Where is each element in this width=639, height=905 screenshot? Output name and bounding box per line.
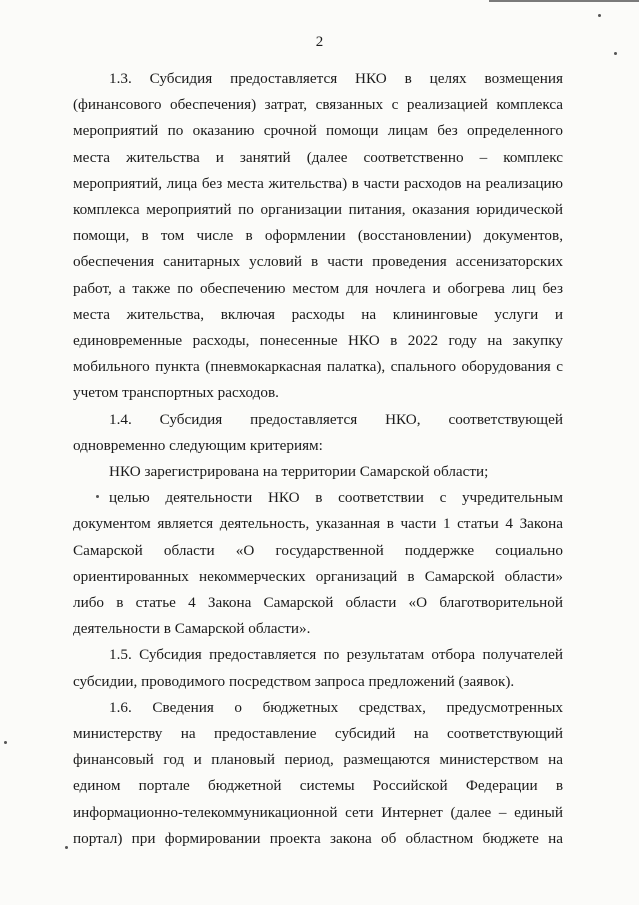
text-line: 1.5. Субсидия предоставляется по результатам отбора получателей	[109, 646, 563, 664]
scan-speck	[65, 846, 68, 849]
page-number: 2	[315, 34, 324, 50]
text-line: портал) при формировании проекта закона об областном бюджете на	[73, 829, 563, 847]
scan-speck	[4, 741, 7, 744]
text-line: работ, а также по обеспечению местом для ночлега и обогрева лиц без	[73, 279, 563, 297]
text-line: одновременно следующим критериям:	[73, 436, 323, 454]
text-line: Самарской области «О государственной поддержке социально	[73, 541, 563, 559]
text-line: места жительства и занятий (далее соответственно – комплекс	[73, 148, 563, 166]
text-line: министерству на предоставление субсидий на соответствующий	[73, 725, 563, 743]
text-line: мобильного пункта (пневмокаркасная палатка), спального оборудования с	[73, 358, 563, 376]
text-line: финансовый год и плановый период, размещаются министерством на	[73, 751, 563, 769]
text-line: ориентированных некоммерческих организаций в Самарской области»	[73, 567, 563, 585]
text-line: мероприятий, лица без места жительства) в части расходов на реализацию	[73, 174, 563, 192]
text-line: обеспечения санитарных условий в части проведения ассенизаторских	[73, 253, 563, 271]
paragraph-p-1-5	[73, 642, 563, 694]
text-line: едином портале бюджетной системы Российской Федерации в	[73, 777, 563, 795]
text-line: информационно-телекоммуникационной сети Интернет (далее – единый	[73, 803, 563, 821]
text-line: (финансового обеспечения) затрат, связанных с реализацией комплекса	[73, 96, 563, 114]
text-line: учетом транспортных расходов.	[73, 384, 279, 402]
text-line: целью деятельности НКО в соответствии с учредительным	[109, 489, 563, 507]
text-line: места жительства, включая расходы на клининговые услуги и	[73, 305, 563, 323]
text-line: 1.4. Субсидия предоставляется НКО, соответствующей	[109, 410, 563, 428]
text-line: единовременные расходы, понесенные НКО в 2022 году на закупку	[73, 332, 563, 350]
document-body	[73, 66, 563, 852]
paragraph-p-1-4	[73, 407, 563, 459]
text-line: деятельности в Самарской области».	[73, 620, 311, 638]
paragraph-p-criterion-1	[73, 459, 563, 485]
text-line: субсидии, проводимого посредством запроса предложений (заявок).	[73, 672, 515, 690]
scan-speck	[614, 52, 617, 55]
text-line: помощи, в том числе в оформлении (восстановлении) документов,	[73, 227, 563, 245]
scan-edge-line	[489, 0, 639, 2]
text-line: комплекса мероприятий по организации питания, оказания юридической	[73, 201, 563, 219]
scan-speck	[598, 14, 601, 17]
text-line: либо в статье 4 Закона Самарской области «О благотворительной	[73, 594, 563, 612]
paragraph-p-1-6	[73, 695, 563, 852]
paragraph-p-criterion-2	[73, 485, 563, 642]
text-line: 1.3. Субсидия предоставляется НКО в целях возмещения	[109, 70, 563, 87]
text-line: документом является деятельность, указанная в части 1 статьи 4 Закона	[73, 515, 563, 533]
text-line: НКО зарегистрирована на территории Самарской области;	[109, 463, 489, 481]
text-line: 1.6. Сведения о бюджетных средствах, предусмотренных	[109, 698, 563, 716]
paragraph-p-1-3	[73, 66, 563, 407]
text-line: мероприятий по оказанию срочной помощи лицам без определенного	[73, 122, 563, 140]
